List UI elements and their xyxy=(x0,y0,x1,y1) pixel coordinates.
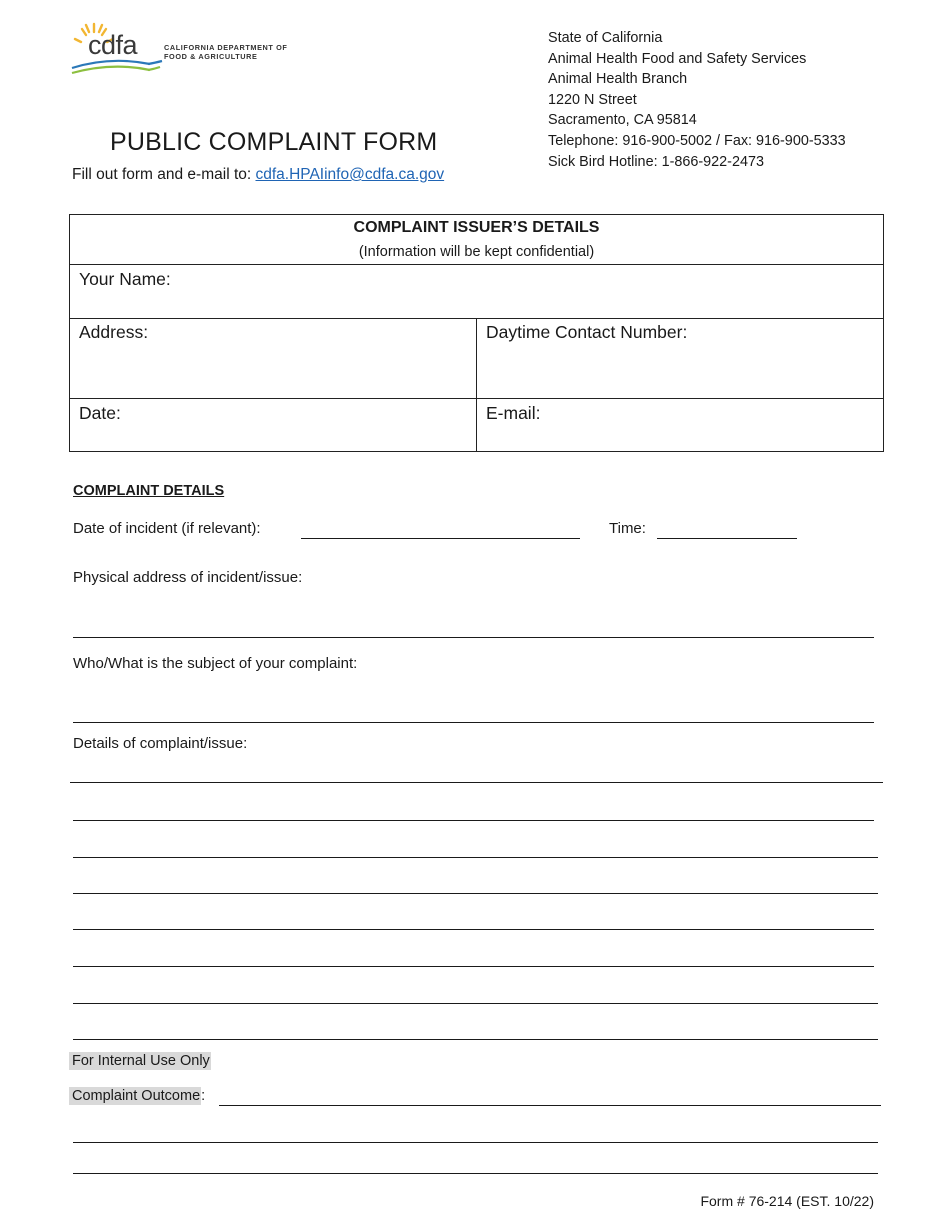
divider xyxy=(70,264,883,265)
complaint-outcome-line[interactable] xyxy=(73,1173,878,1174)
submit-instruction xyxy=(72,166,444,184)
address-field[interactable]: Address: xyxy=(79,322,149,342)
logo-tagline: CALIFORNIA DEPARTMENT OF FOOD & AGRICULTURE xyxy=(164,43,288,61)
details-line[interactable] xyxy=(73,966,874,967)
details-line[interactable] xyxy=(73,929,874,930)
page-title: PUBLIC COMPLAINT FORM xyxy=(110,128,438,156)
agency-address xyxy=(548,28,846,172)
subject-line[interactable] xyxy=(73,722,874,723)
details-line[interactable] xyxy=(73,1039,878,1040)
time-label: Time: xyxy=(609,520,646,537)
email-field[interactable]: E-mail: xyxy=(486,403,541,423)
internal-use-label xyxy=(69,1053,211,1069)
complaint-outcome-line[interactable] xyxy=(219,1105,881,1106)
your-name-field[interactable]: Your Name: xyxy=(79,269,171,289)
logo-wave-extension xyxy=(148,20,308,80)
complaint-outcome-text: Complaint Outcome xyxy=(69,1087,201,1105)
logo-wordmark: cdfa xyxy=(88,30,138,60)
complaint-outcome-colon: : xyxy=(201,1088,206,1104)
details-line[interactable] xyxy=(73,1003,878,1004)
agency-line: State of California xyxy=(548,30,663,46)
issuer-details-table xyxy=(69,214,884,452)
agency-line: Sacramento, CA 95814 xyxy=(548,112,697,129)
internal-use-text: For Internal Use Only xyxy=(69,1052,211,1070)
email-link[interactable]: cdfa.HPAIinfo@cdfa.ca.gov xyxy=(255,166,445,183)
issuer-heading: COMPLAINT ISSUER’S DETAILS xyxy=(353,219,600,236)
incident-date-line[interactable] xyxy=(301,538,580,539)
details-question: Details of complaint/issue: xyxy=(73,735,248,752)
subject-question: Who/What is the subject of your complaint: xyxy=(73,655,358,672)
complaint-outcome-label xyxy=(69,1088,205,1104)
date-field[interactable]: Date: xyxy=(79,403,121,423)
submit-prefix: Fill out form and e-mail to: xyxy=(72,166,256,183)
form-number: Form # 76-214 (EST. 10/22) xyxy=(700,1193,874,1209)
physical-address-line[interactable] xyxy=(73,637,874,638)
details-line[interactable] xyxy=(73,857,878,858)
physical-address-question: Physical address of incident/issue: xyxy=(73,569,303,586)
details-line[interactable] xyxy=(73,893,878,894)
time-line[interactable] xyxy=(657,538,797,539)
agency-line: Animal Health Branch xyxy=(548,71,688,88)
cdfa-logo xyxy=(70,20,310,80)
details-line[interactable] xyxy=(73,820,874,821)
divider xyxy=(476,318,477,452)
complaint-outcome-line[interactable] xyxy=(73,1142,878,1143)
complaint-details-heading: COMPLAINT DETAILS xyxy=(73,483,225,499)
incident-date-label: Date of incident (if relevant): xyxy=(73,520,261,537)
agency-line: Sick Bird Hotline: 1-866-922-2473 xyxy=(548,153,764,170)
issuer-subheading: (Information will be kept confidential) xyxy=(358,244,595,260)
agency-line: Animal Health Food and Safety Services xyxy=(548,50,807,67)
details-line[interactable] xyxy=(70,782,883,783)
agency-line: 1220 N Street xyxy=(548,91,637,108)
daytime-phone-field[interactable]: Daytime Contact Number: xyxy=(486,322,688,342)
agency-line: Telephone: 916-900-5002 / Fax: 916-900-5333 xyxy=(548,132,846,149)
